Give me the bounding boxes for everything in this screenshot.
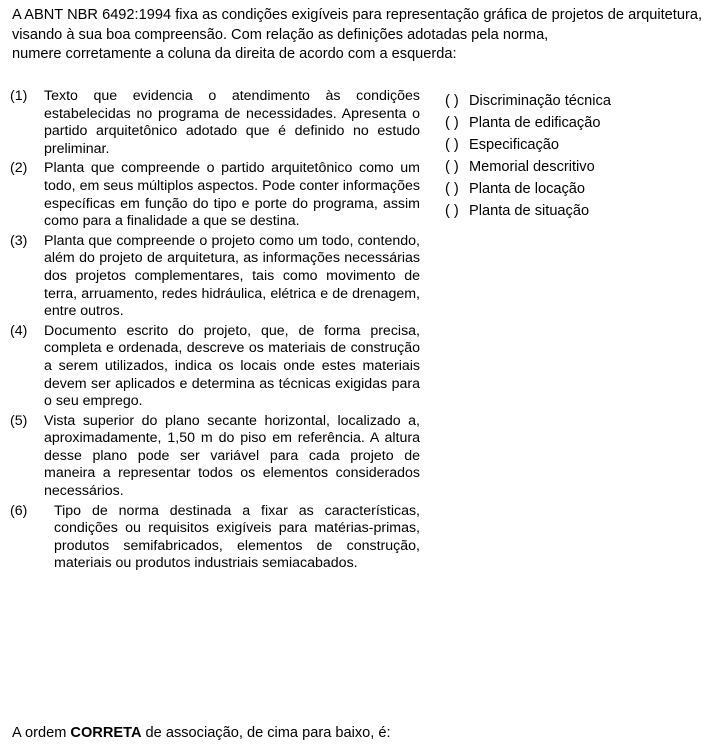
option-row-5[interactable] — [445, 178, 705, 200]
intro-line-2: arquitetura, visando à sua boa compreensão. Com relação as definições adotadas pela norma, — [12, 7, 702, 43]
definition-item-3 — [10, 233, 430, 321]
definition-number-3: (3) — [10, 232, 28, 249]
intro-line-1: A ABNT NBR 6492:1994 fixa as condições exigíveis para representação gráfica de projetos de — [12, 7, 624, 23]
option-label-3: Especificação — [469, 137, 560, 153]
answer-prompt-prefix: A ordem — [12, 725, 71, 741]
option-label-6: Planta de situação — [469, 203, 590, 219]
option-label-1: Discriminação técnica — [469, 93, 611, 109]
option-blank-2[interactable]: ( ) — [445, 115, 459, 131]
question-statement — [12, 6, 702, 65]
option-blank-6[interactable]: ( ) — [445, 203, 459, 219]
option-label-2: Planta de edificação — [469, 115, 601, 131]
definition-number-6: (6) — [10, 502, 28, 519]
answer-prompt-suffix: de associação, de cima para baixo, é: — [141, 725, 391, 741]
definition-number-4: (4) — [10, 322, 28, 339]
definition-text-5: Vista superior do plano secante horizontal, localizado a, aproximadamente, 1,50 m do piso em referência. A altura desse plano pode ser variável para cada projeto de maneira a representar todos os elementos considerados necessários. — [44, 412, 420, 500]
option-label-5: Planta de locação — [469, 181, 586, 197]
options-column — [445, 90, 705, 222]
option-blank-4[interactable]: ( ) — [445, 159, 459, 175]
definition-item-6 — [10, 503, 430, 573]
definition-item-4 — [10, 323, 430, 411]
intro-line-3: numere corretamente a coluna da direita de acordo com a esquerda: — [12, 46, 457, 63]
definition-text-6: Tipo de norma destinada a fixar as características, condições ou requisitos exigíveis para matérias-primas, produtos semifabricados, elementos de construção, materiais ou produtos industriais semiacabados. — [54, 502, 420, 572]
option-label-4: Memorial descritivo — [469, 159, 595, 175]
definition-text-3: Planta que compreende o projeto como um todo, contendo, além do projeto de arquitetura, as informações necessárias dos projetos complementares, tais como movimento de terra, arruamento, redes hidráulica, elétrica e de drenagem, entre outros. — [44, 232, 420, 320]
definition-text-2: Planta que compreende o partido arquitetônico como um todo, em seus múltiplos aspectos. Pode conter informações específicas em função do tipo e porte do programa, assim como para a finalidade a que se destina. — [44, 160, 420, 230]
answer-prompt — [12, 724, 612, 743]
definition-item-5 — [10, 413, 430, 501]
option-row-3[interactable] — [445, 134, 705, 156]
option-row-4[interactable] — [445, 156, 705, 178]
answer-prompt-emphasis: CORRETA — [70, 725, 142, 741]
option-blank-5[interactable]: ( ) — [445, 181, 459, 197]
definition-number-2: (2) — [10, 160, 28, 177]
definition-text-4: Documento escrito do projeto, que, de forma precisa, completa e ordenada, descreve os materiais de construção a serem utilizados, indica os locais onde estes materiais devem ser aplicados e determina as técnicas exigidas para o seu emprego. — [44, 322, 420, 410]
definition-text-1: Texto que evidencia o atendimento às condições estabelecidas no programa de necessidades. Apresenta o partido arquitetônico adotado que é definido no estudo preliminar. — [44, 88, 420, 157]
option-row-6[interactable] — [445, 200, 705, 222]
definitions-column — [10, 88, 430, 575]
option-blank-3[interactable]: ( ) — [445, 137, 459, 153]
definition-item-2 — [10, 160, 430, 230]
option-row-1[interactable] — [445, 90, 705, 112]
option-blank-1[interactable]: ( ) — [445, 93, 459, 109]
definition-number-5: (5) — [10, 412, 28, 429]
option-row-2[interactable] — [445, 112, 705, 134]
definition-item-1 — [10, 88, 430, 158]
definition-number-1: (1) — [10, 88, 28, 104]
